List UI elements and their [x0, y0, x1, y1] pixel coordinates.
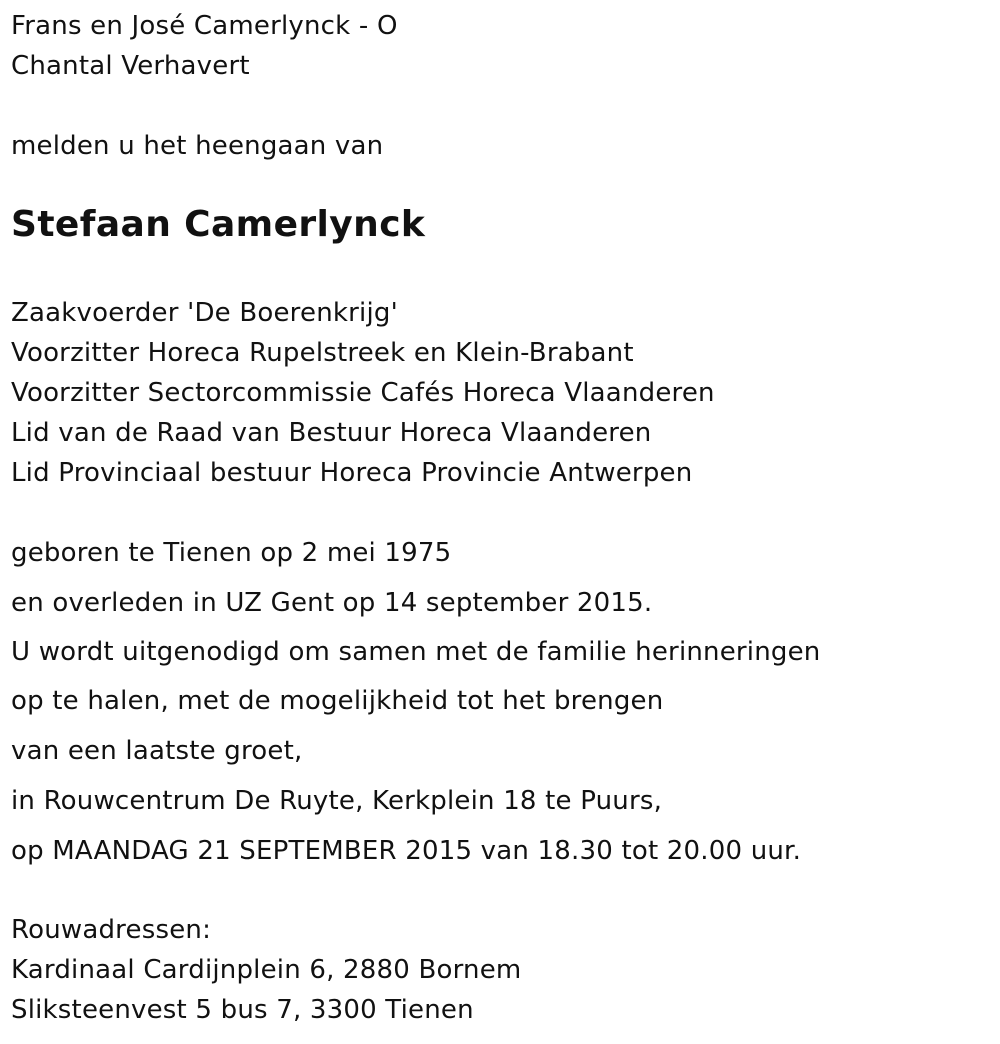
announcement-text: melden u het heengaan van [11, 131, 384, 161]
detail-line-3: U wordt uitgenodigd om samen met de familie herinneringen [11, 637, 821, 667]
sender-line-2: Chantal Verhavert [11, 51, 250, 81]
title-line-4: Lid van de Raad van Bestuur Horeca Vlaanderen [11, 418, 652, 448]
detail-line-1: geboren te Tienen op 2 mei 1975 [11, 538, 452, 568]
deceased-name: Stefaan Camerlynck [11, 204, 426, 245]
title-line-1: Zaakvoerder 'De Boerenkrijg' [11, 298, 398, 328]
detail-line-4: op te halen, met de mogelijkheid tot het brengen [11, 686, 664, 716]
addresses-heading: Rouwadressen: [11, 915, 212, 945]
detail-line-5: van een laatste groet, [11, 736, 303, 766]
address-line-2: Sliksteenvest 5 bus 7, 3300 Tienen [11, 995, 474, 1025]
title-line-3: Voorzitter Sectorcommissie Cafés Horeca Vlaanderen [11, 378, 715, 408]
address-line-1: Kardinaal Cardijnplein 6, 2880 Bornem [11, 955, 522, 985]
detail-line-6: in Rouwcentrum De Ruyte, Kerkplein 18 te Puurs, [11, 786, 663, 816]
sender-line-1: Frans en José Camerlynck - O [11, 11, 398, 41]
title-line-2: Voorzitter Horeca Rupelstreek en Klein-Brabant [11, 338, 634, 368]
detail-line-2: en overleden in UZ Gent op 14 september 2015. [11, 588, 653, 618]
title-line-5: Lid Provinciaal bestuur Horeca Provincie Antwerpen [11, 458, 693, 488]
detail-line-7: op MAANDAG 21 SEPTEMBER 2015 van 18.30 tot 20.00 uur. [11, 836, 802, 866]
obituary-notice [11, 0, 991, 1044]
